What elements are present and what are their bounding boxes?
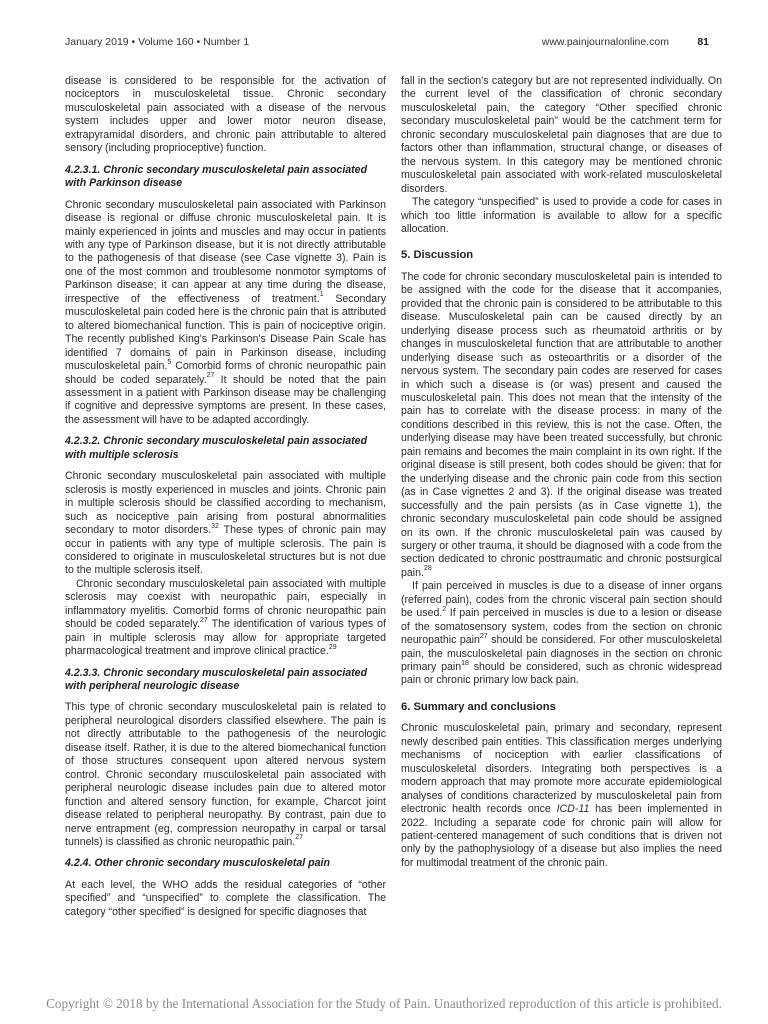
citation-ref: 2	[442, 605, 447, 613]
journal-issue-info: January 2019 • Volume 160 • Number 1	[65, 36, 250, 48]
paragraph	[65, 199, 386, 428]
right-column	[401, 75, 722, 870]
paragraph	[65, 701, 386, 849]
journal-url-link[interactable]: www.painjournalonline.com	[541, 36, 669, 48]
text-run: Comorbid forms of chronic neuropathic pain should be coded separately.	[65, 360, 386, 386]
citation-ref: 27	[479, 632, 488, 640]
text-run: If pain perceived in muscles is due to a lesion or disease of the somatosensory system, codes from the section on chronic neuropathic pain	[401, 607, 722, 647]
text-run: It should be noted that the pain assessment in a patient with Parkinson disease may be challenging if cognitive and depressive symptoms are present. In these cases, the assessment will have to be adapted accordingly.	[65, 373, 386, 426]
paragraph: fall in the section’s category but are not represented individually. On the current level of the classification of chronic secondary musculoskeletal pain, the category “Other specified chronic secondary musculoskeletal pain” would be the catchment term for chronic secondary musculoskeletal pain diagnoses that are due to factors other than inflammation, structural change, or diseases of the nervous system. In this category may be mentioned chronic musculoskeletal pain associated with work-related musculoskeletal disorders.	[401, 75, 722, 195]
paragraph	[401, 722, 722, 870]
text-run: These types of chronic pain may occur in patients with any type of multiple sclerosis. The pain is considered to originate in musculoskeletal structures but is not due to the multiple sclerosis itself.	[65, 524, 386, 577]
subsection-heading-multiple-sclerosis: 4.2.3.2. Chronic secondary musculoskeletal pain associated with multiple sclerosis	[65, 435, 368, 461]
text-run: Secondary musculoskeletal pain coded here is the chronic pain that is attributed to altered biomechanical function. This is pain of nociceptive origin. The recently published King's Parkinson's Disease Pain Scale has identified 7 domains of pain in Parkinson disease, including musculoskeletal pain.	[65, 292, 386, 373]
paragraph	[65, 578, 386, 659]
citation-ref: 18	[461, 659, 469, 667]
text-run: should be considered, such as chronic widespread pain or chronic primary low back pain.	[401, 661, 722, 687]
page-number: 81	[697, 36, 709, 48]
copyright-notice: Copyright © 2018 by the International Association for the Study of Pain. Unauthorized reproduction of this article is prohibited.	[46, 996, 722, 1011]
text-run: Chronic secondary musculoskeletal pain associated with Parkinson disease is regional or diffuse chronic musculoskeletal pain. It is mainly experienced in joints and muscles and may occur in patients with any type of Parkinson disease, but it is not directly attributable to the pathogenesis of that disease (see Case vignette 3). Pain is one of the most common and troublesome nonmotor symptoms of Parkinson disease; it can appear at any time during the disease, irrespective of the effectiveness of treatment.	[65, 198, 386, 305]
text-run: The identification of various types of pain in multiple sclerosis may allow for appropriate targeted pharmacological treatment and improve clinical practice.	[65, 618, 386, 658]
citation-ref: 5	[167, 358, 172, 366]
text-run: This type of chronic secondary musculoskeletal pain is related to peripheral neurological disorders classified elsewhere. The pain is not directly attributable to the pathogenesis of the neurologic disease itself. Rather, it is due to the altered biomechanical function of those structures consequent upon altered nervous system control. Chronic secondary musculoskeletal pain associated with peripheral neurologic disease includes pain due to altered motor function and altered sensory function, for example, Charcot joint disease related to peripheral neuropathy. By contrast, pain due to nerve entrapment (eg, compression neuropathy in carpal or tarsal tunnels) is classified as chronic neuropathic pain.	[65, 701, 386, 849]
paragraph: At each level, the WHO adds the residual categories of “other specified” and “unspecified” to complete the classification. The category “other specified” is designed for specific diagnoses that	[65, 878, 386, 918]
paragraph	[401, 580, 722, 688]
text-run: Chronic musculoskeletal pain, primary and secondary, represent newly described pain entities. This classification merges underlying mechanisms of nociception with earlier classifications of musculoskeletal disorders. Integrating both perspectives is a modern approach that may promote more accurate epidemiological analyses of conditions characterized by musculoskeletal pain from electronic health records once	[401, 722, 722, 816]
paragraph	[65, 470, 386, 578]
paragraph	[401, 271, 722, 580]
citation-ref: 27	[206, 371, 215, 379]
text-run: should be considered. For other musculoskeletal pain, the musculoskeletal pain diagnoses in the section on chronic primary pain	[401, 634, 722, 674]
text-run: The code for chronic secondary musculoskeletal pain is intended to be assigned with the code for the disease that it accompanies, provided that the chronic pain is considered to be attributable to this disease. Musculoskeletal pain can be caused directly by an underlying disease process such as rheumatoid arthritis or by changes in musculoskeletal function that are attributable to another underlying disease such as osteoarthritis or a disorder of the nervous system. The secondary pain codes are reserved for cases in which such a disease is (or was) present and caused the musculoskeletal pain. This does not mean that the intensity of the pain has to correlate with the disease process: in many of the conditions described in this review, this is not the case. Often, the underlying disease may have been treated successfully, but chronic pain remains and becomes the main complaint in its own right. If the original disease is still present, both codes should be given: that for the underlying disease and the chronic pain code from this section (as in Case vignettes 2 and 3). If the original disease was treated successfully and the pain persists (as in Case vignette 1), the chronic secondary musculoskeletal pain code should be assigned on its own. If the chronic musculoskeletal pain was caused by surgery or other trauma, it should be diagnosed with a code from the section dedicated to chronic posttraumatic and chronic postsurgical pain.	[401, 270, 722, 579]
paragraph: disease is considered to be responsible for the activation of nociceptors in musculoskeletal tissue. Chronic secondary musculoskeletal pain associated with a disease of the nervous system includes upper and lower motor neuron disease, extrapyramidal disorders, and chronic pain attributable to altered sensory (including proprioceptive) function.	[65, 75, 386, 155]
text-run: Chronic secondary musculoskeletal pain associated with multiple sclerosis may coexist with neuropathic pain, especially in inflammatory myelitis. Comorbid forms of chronic neuropathic pain should be coded separately.	[65, 577, 386, 631]
text-run: If pain perceived in muscles is due to a disease of inner organs (referred pain), codes from the chronic visceral pain section should be used.	[401, 580, 722, 620]
citation-ref: 28	[423, 565, 432, 573]
citation-ref: 32	[211, 522, 219, 530]
text-run: has been implemented in 2022. Including a separate code for chronic pain will allow for patient-centered management of such conditions that is driven not only by the pathophysiology of a disease but also implies the need for multimodal treatment of the chronic pain.	[401, 803, 722, 869]
section-heading-discussion: 5. Discussion	[401, 249, 474, 262]
subsection-heading-peripheral-neurologic: 4.2.3.3. Chronic secondary musculoskeletal pain associated with peripheral neurologic disease	[65, 666, 368, 693]
paragraph: The category “unspecified” is used to provide a code for cases in which too little information is available to allow for a specific allocation.	[401, 196, 722, 235]
citation-ref: 1	[319, 291, 324, 299]
subsection-heading-parkinson: 4.2.3.1. Chronic secondary musculoskeletal pain associated with Parkinson disease	[65, 163, 368, 190]
section-heading-summary: 6. Summary and conclusions	[401, 700, 556, 713]
subsection-heading-other: 4.2.4. Other chronic secondary musculoskeletal pain	[65, 857, 330, 870]
text-run: Chronic secondary musculoskeletal pain associated with multiple sclerosis is mostly experienced in muscles and joints. Chronic pain in multiple sclerosis should be classified according to mechanism, such as nociceptive pain arising from postural abnormalities secondary to motor disorders.	[65, 470, 386, 537]
running-header	[65, 36, 709, 50]
citation-ref: 29	[328, 643, 337, 651]
left-column	[65, 75, 386, 919]
emphasis-icd: ICD-11	[556, 803, 590, 816]
citation-ref: 27	[295, 834, 304, 842]
citation-ref: 27	[199, 616, 208, 624]
